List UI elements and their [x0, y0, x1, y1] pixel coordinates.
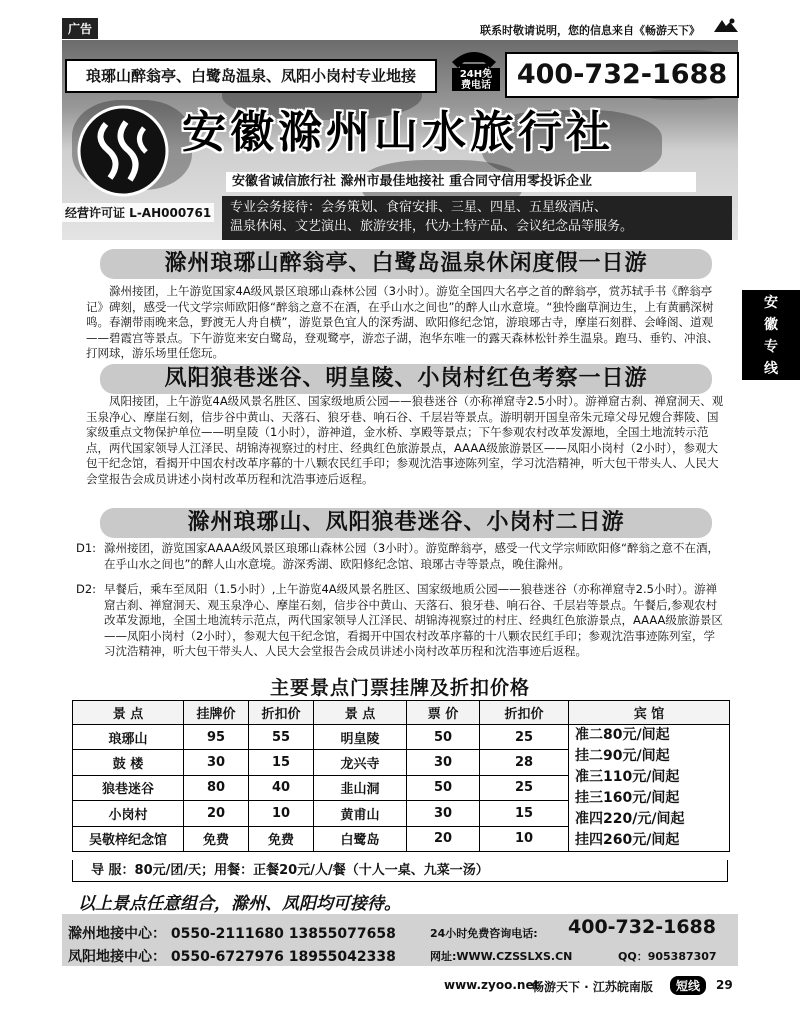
table-cell: 狼巷迷谷 [73, 775, 184, 800]
table-cell: 95 [184, 725, 249, 750]
fengyang-label: 凤阳地接中心： [68, 949, 166, 965]
table-cell: 黄甫山 [314, 801, 407, 826]
table-cell: 25 [480, 725, 569, 750]
source-note: 联系时敬请说明，您的信息来自《畅游天下》 [480, 24, 700, 37]
column-header: 折扣价 [480, 701, 569, 725]
table-cell: 30 [407, 801, 480, 826]
column-header: 景 点 [73, 701, 184, 725]
table-cell: 15 [249, 750, 314, 775]
day2-label: D2: [76, 582, 97, 596]
column-header: 挂牌价 [184, 701, 249, 725]
hotel-price: 挂三160元/间起 [575, 790, 680, 806]
tour2-description: 凤阳接团，上午游览4A级风景名胜区、国家级地质公园——狼巷迷谷（亦称禅窟寺2.5小时）。游禅窟古刹、禅窟洞天、观玉泉净心、摩崖石刻，信步谷中黄山、天落石、狼牙巷、响石谷、千层岩等景点。游明朝开国皇帝朱元璋父母兄嫂合葬陵、国家级重点文物保护单位——明皇陵（1小时），游神道，金水桥、享殿等景点；下午参观农村改革发源地，全国土地流转示范点，两代国家领导人江泽民、胡锦涛视察过的村庄、经典红色旅游景点，AAAA级旅游景区——凤阳小岗村（2小时），参观大包干纪念馆，看揭开中国农村改革序幕的十八颗农民红手印；参观沈浩事迹陈列室，学习沈浩精神，听大包干带头人、人民大会堂报告会成员讲述小岗村改革历程和沈浩事迹后返程。 [86, 394, 724, 486]
table-cell: 30 [184, 750, 249, 775]
tour3-day1 [76, 541, 728, 572]
website-link[interactable]: 网址:WWW.CZSSLXS.CN [430, 950, 573, 963]
table-cell: 小岗村 [73, 801, 184, 826]
chuzhou-contact [68, 923, 396, 943]
publication-logo-icon [712, 16, 740, 36]
tour1-description: 滁州接团，上午游览国家4A级风景区琅琊山森林公园（3小时）。游览全国四大名亭之首的醉翁亭，赏苏轼手书《醉翁亭记》碑刻，感受一代文学宗师欧阳修“醉翁之意不在酒，在乎山水之间也”的醉人山水意境。“独怜幽草涧边生，上有黄鹂深树鸣。春潮带雨晚来急，野渡无人舟自横”，游览景色宜人的深秀湖、欧阳修纪念馆，游琅琊古寺，摩崖石刻群、会峰阁、道观——碧霞宫等景点。下午游览来安白鹭岛，登观鹭亭，游恋子湖，泡华东唯一的露天森林松针养生温泉。跑马、垂钓、冲浪、打网球，游乐场里任您玩。 [86, 284, 719, 360]
table-cell: 10 [480, 826, 569, 851]
table-cell: 40 [249, 775, 314, 800]
table-cell: 80 [184, 775, 249, 800]
day1-text: 滁州接团，游览国家AAAA级风景区琅琊山森林公园（3小时）。游览醉翁亭，感受一代文学宗师欧阳修“醉翁之意不在酒，在乎山水之间也”的醉人山水意境。游深秀湖、欧阳修纪念馆、琅琊古寺等景点，晚住滁州。 [104, 541, 719, 571]
table-cell: 琅琊山 [73, 725, 184, 750]
hotel-prices-cell [569, 725, 730, 852]
table-cell: 免费 [249, 826, 314, 851]
column-header: 景 点 [314, 701, 407, 725]
combo-note: 以上景点任意组合，滁州、凤阳均可接待。 [78, 894, 401, 914]
side-tab-char: 徽 [764, 317, 778, 333]
column-header: 票 价 [407, 701, 480, 725]
license-number: 经营许可证 L-AH000761 [62, 203, 214, 222]
hotline-tag-line1: 24H免 [459, 69, 493, 80]
table-cell: 30 [407, 750, 480, 775]
hotel-price: 挂四260元/间起 [575, 832, 680, 848]
table-cell: 龙兴寺 [314, 750, 407, 775]
table-cell: 15 [480, 801, 569, 826]
guide-meal-info: 导 服：80元/团/天；用餐：正餐20元/人/餐（十人一桌、九菜一汤） [72, 860, 728, 882]
table-cell: 20 [407, 826, 480, 851]
free-consult-label: 24小时免费咨询电话: [430, 927, 538, 940]
company-logo-icon [76, 104, 170, 198]
qq-number[interactable]: QQ：905387307 [618, 950, 717, 963]
table-cell: 55 [249, 725, 314, 750]
column-header: 折扣价 [249, 701, 314, 725]
table-cell: 20 [184, 801, 249, 826]
page-number: 29 [716, 978, 733, 992]
table-cell: 明皇陵 [314, 725, 407, 750]
business-line-2: 温泉休闲、文艺演出、旅游安排，代办土特产品、会议纪念品等服务。 [230, 219, 634, 234]
hotel-price: 挂二90元/间起 [575, 748, 670, 764]
footer-section-tag: 短线 [670, 976, 706, 995]
chuzhou-phones[interactable]: 0550-2111680 13855077658 [170, 926, 396, 942]
hotline-number[interactable]: 400-732-1688 [505, 52, 739, 98]
table-cell: 吴敬梓纪念馆 [73, 826, 184, 851]
tour3-title: 滁州琅琊山、凤阳狼巷迷谷、小岗村二日游 [100, 508, 712, 538]
table-cell: 白鹭岛 [314, 826, 407, 851]
contact-hotline[interactable]: 400-732-1688 [568, 916, 716, 938]
table-cell: 免费 [184, 826, 249, 851]
ad-label: 广告 [62, 18, 98, 39]
table-cell: 25 [480, 775, 569, 800]
day2-text: 早餐后，乘车至凤阳（1.5小时）,上午游览4A级风景名胜区、国家级地质公园——狼巷迷谷（亦称禅窟寺2.5小时）。游禅窟古刹、禅窟洞天、观玉泉净心、摩崖石刻，信步谷中黄山、天落石、狼牙巷、响石谷、千层岩等景点。午餐后,参观农村改革发源地，全国土地流转示范点，两代国家领导人江泽民、胡锦涛视察过的村庄、经典红色旅游景点，AAAA级旅游景区——凤阳小岗村（2小时），参观大包干纪念馆，看揭开中国农村改革序幕的十八颗农民红手印；参观沈浩事迹陈列室，学习沈浩精神，听大包干带头人、人民大会堂报告会成员讲述小岗村改革历程和沈浩事迹后返程。 [104, 582, 723, 658]
tour1-title: 滁州琅琊山醉翁亭、白鹭岛温泉休闲度假一日游 [100, 249, 712, 279]
footer-publication: 畅游天下 · 江苏皖南版 [532, 980, 653, 994]
table-cell: 50 [407, 725, 480, 750]
chuzhou-label: 滁州地接中心： [68, 926, 166, 942]
tour2-title: 凤阳狼巷迷谷、明皇陵、小岗村红色考察一日游 [100, 364, 712, 394]
hotel-price: 准二80元/间起 [575, 727, 670, 743]
footer-website[interactable]: www.zyoo.net [444, 978, 540, 992]
table-cell: 韭山洞 [314, 775, 407, 800]
side-tab-char: 线 [764, 361, 778, 377]
price-table-title: 主要景点门票挂牌及折扣价格 [269, 677, 530, 699]
side-tab-char: 专 [764, 339, 778, 355]
business-line-1: 专业会务接待：会务策划、食宿安排、三星、四星、五星级酒店、 [230, 200, 608, 215]
column-header: 宾 馆 [569, 701, 730, 725]
fengyang-contact [68, 946, 396, 966]
side-tab-char: 安 [764, 295, 778, 311]
hero-tagline: 琅琊山醉翁亭、白鹭岛温泉、凤阳小岗村专业地接 [65, 59, 437, 93]
trust-line: 安徽省诚信旅行社 滁州市最佳地接社 重合同守信用零投诉企业 [226, 172, 696, 192]
table-cell: 10 [249, 801, 314, 826]
hotline-tag [452, 68, 500, 91]
day1-label: D1: [76, 541, 97, 555]
company-name: 安徽滁州山水旅行社 [182, 107, 614, 158]
business-services [222, 196, 732, 240]
hotline-tag-line2: 费电话 [461, 80, 491, 91]
side-tab-anhui-lines [742, 290, 800, 380]
page-footer [62, 972, 738, 998]
table-cell: 50 [407, 775, 480, 800]
tour3-day2 [76, 582, 728, 660]
table-cell: 28 [480, 750, 569, 775]
hotel-price: 准三110元/间起 [575, 769, 680, 785]
table-row [73, 725, 730, 750]
table-header-row [73, 701, 730, 725]
table-cell: 鼓 楼 [73, 750, 184, 775]
price-table [72, 700, 730, 852]
fengyang-phones[interactable]: 0550-6727976 18955042338 [170, 949, 396, 965]
hotel-price: 准四220/元/间起 [575, 811, 685, 827]
